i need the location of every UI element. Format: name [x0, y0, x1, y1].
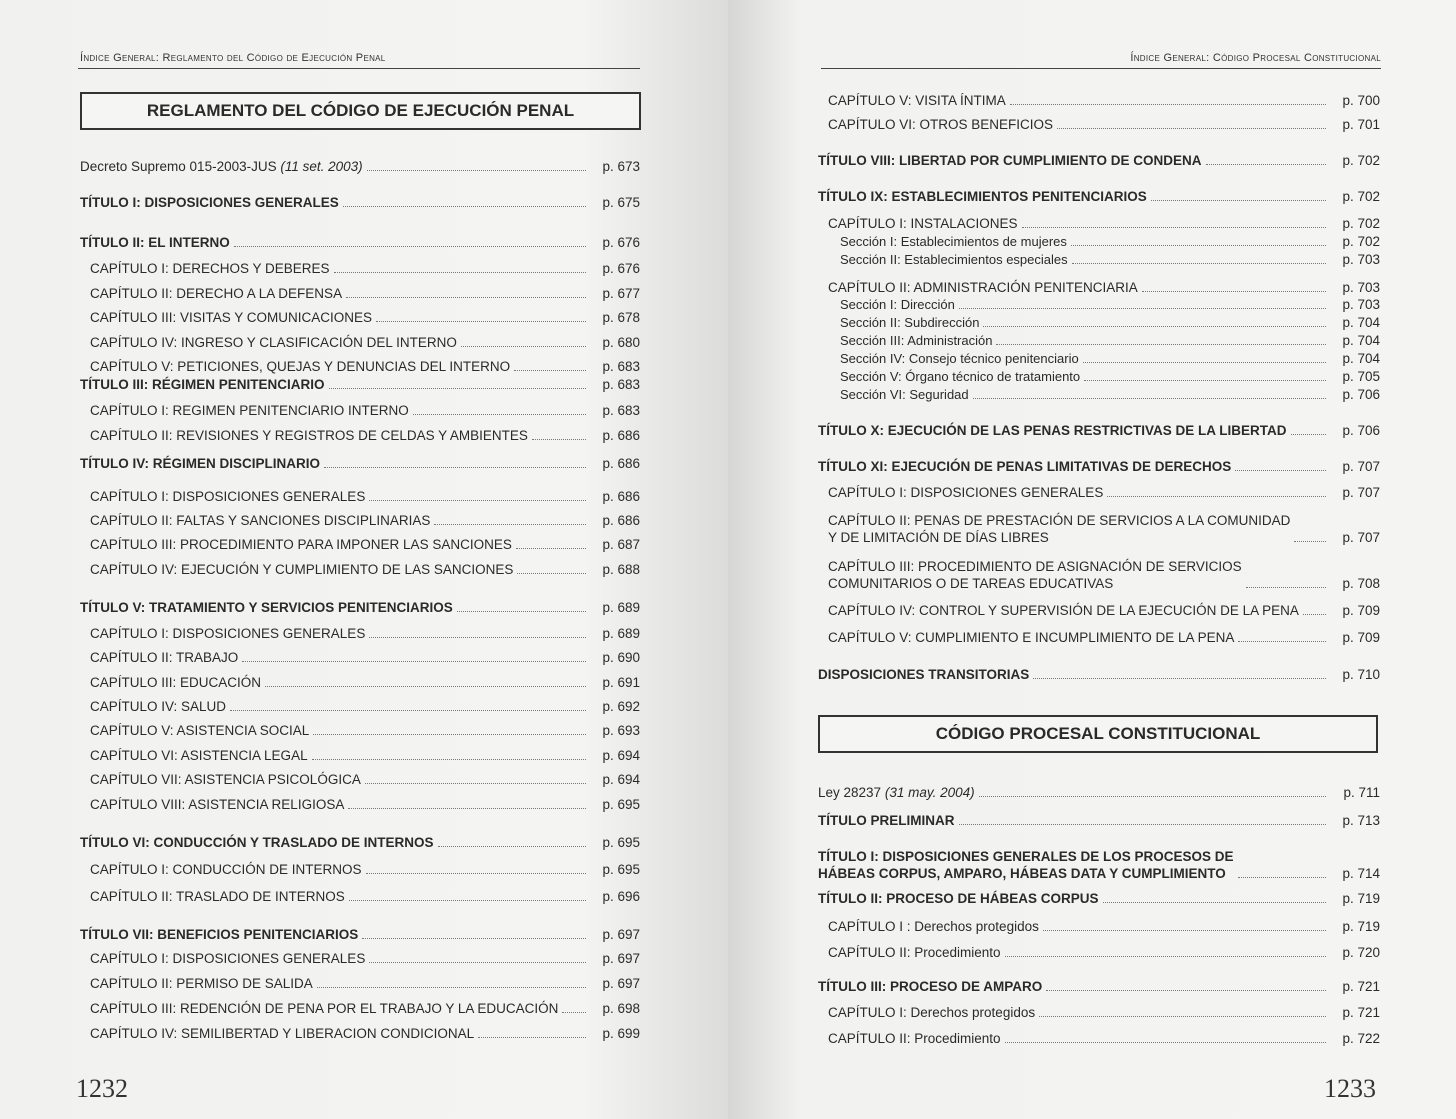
toc-entry — [80, 334, 640, 351]
toc-entry-page: p. 703 — [1342, 297, 1380, 312]
leader-dots — [324, 467, 586, 468]
toc-entry-label: Decreto Supremo 015-2003-JUS (11 set. 2003) — [80, 159, 363, 174]
toc-entry — [80, 796, 640, 813]
toc-entry-label: CAPÍTULO I: Derechos protegidos — [828, 1005, 1036, 1020]
toc-entry-page: p. 694 — [602, 748, 640, 763]
leader-dots — [1291, 434, 1326, 435]
toc-entry-label: CAPÍTULO III: VISITAS Y COMUNICACIONES — [90, 310, 373, 325]
toc-entry-page: p. 673 — [602, 159, 640, 174]
toc-entry-page: p. 708 — [1342, 576, 1380, 591]
toc-entry-page: p. 719 — [1342, 919, 1380, 934]
toc-entry-label: Sección III: Administración — [840, 333, 993, 348]
toc-entry-page: p. 688 — [602, 562, 640, 577]
toc-entry-page: p. 704 — [1342, 333, 1380, 348]
toc-entry-label: CAPÍTULO II: ADMINISTRACIÓN PENITENCIARIA — [828, 280, 1138, 295]
toc-entry-page: p. 721 — [1342, 1005, 1380, 1020]
toc-entry-page: p. 699 — [602, 1026, 640, 1041]
toc-entry-page: p. 709 — [1342, 630, 1380, 645]
toc-entry-page: p. 683 — [602, 377, 640, 392]
toc-entry-date: (31 may. 2004) — [884, 785, 975, 800]
toc-entry — [818, 332, 1380, 349]
toc-entry-page: p. 703 — [1342, 280, 1380, 295]
running-head: Índice General: Código Procesal Constitucional — [1130, 52, 1381, 64]
toc-entry — [80, 747, 640, 764]
toc-entry — [818, 368, 1380, 385]
leader-dots — [1103, 902, 1326, 903]
page-number: 1232 — [76, 1074, 128, 1103]
leader-dots — [365, 783, 586, 784]
toc-entry-page: p. 721 — [1342, 979, 1380, 994]
toc-entry-label: CAPÍTULO IV: EJECUCIÓN Y CUMPLIMIENTO DE LAS SANCIONES — [90, 562, 514, 577]
leader-dots — [438, 846, 586, 847]
toc-entry-page: p. 719 — [1342, 891, 1380, 906]
toc-entry — [818, 848, 1380, 882]
section-title: CÓDIGO PROCESAL CONSTITUCIONAL — [818, 715, 1378, 753]
leader-dots — [369, 962, 586, 963]
leader-dots — [1238, 877, 1326, 878]
leader-dots — [434, 524, 586, 525]
toc-entry-label: DISPOSICIONES TRANSITORIAS — [818, 667, 1030, 682]
toc-entry-page: p. 687 — [602, 537, 640, 552]
toc-entry — [80, 698, 640, 715]
toc-entry-page: p. 690 — [602, 650, 640, 665]
toc-entry — [818, 918, 1380, 935]
toc-entry — [818, 251, 1380, 268]
toc-entry — [818, 1030, 1380, 1047]
leader-dots — [979, 796, 1326, 797]
toc-entry-label: CAPÍTULO I: INSTALACIONES — [828, 216, 1018, 231]
leader-dots — [514, 370, 586, 371]
leader-dots — [562, 1012, 586, 1013]
toc-entry-page: p. 689 — [602, 600, 640, 615]
toc-entry — [818, 296, 1380, 313]
leader-dots — [1071, 245, 1326, 246]
toc-entry — [818, 629, 1380, 646]
toc-entry — [818, 890, 1380, 907]
toc-entry-label: CAPÍTULO II: TRABAJO — [90, 650, 239, 665]
toc-entry-page: p. 704 — [1342, 315, 1380, 330]
toc-entry-label: TÍTULO VI: CONDUCCIÓN Y TRASLADO DE INTERNOS — [80, 835, 434, 850]
toc-entry-label: CAPÍTULO II: Procedimiento — [828, 1031, 1001, 1046]
toc-entry-label: CAPÍTULO I: DISPOSICIONES GENERALES — [90, 951, 366, 966]
toc-entry-page: p. 710 — [1342, 667, 1380, 682]
toc-entry-label: CAPÍTULO I: DERECHOS Y DEBERES — [90, 261, 330, 276]
leader-dots — [1039, 1016, 1326, 1017]
leader-dots — [461, 346, 586, 347]
toc-entry-label: CAPÍTULO IV: INGRESO Y CLASIFICACIÓN DEL INTERNO — [90, 335, 457, 350]
toc-entry-label: CAPÍTULO II: Procedimiento — [828, 945, 1001, 960]
toc-entry-label: TÍTULO III: RÉGIMEN PENITENCIARIO — [80, 377, 325, 392]
toc-entry-page: p. 697 — [602, 951, 640, 966]
toc-entry-label: TÍTULO VIII: LIBERTAD POR CUMPLIMIENTO DE CONDENA — [818, 153, 1202, 168]
toc-entry-label: CAPÍTULO III: PROCEDIMIENTO DE ASIGNACIÓN DE SERVICIOS COMUNITARIOS O DE TAREAS EDUCATIVAS — [828, 559, 1242, 591]
toc-entry — [80, 285, 640, 302]
leader-dots — [1005, 956, 1326, 957]
toc-entry — [80, 402, 640, 419]
page-number: 1233 — [1324, 1074, 1376, 1103]
toc-entry — [80, 194, 640, 211]
toc-entry — [818, 92, 1380, 109]
header-rule — [821, 68, 1381, 69]
right-page — [728, 0, 1456, 1119]
toc-entry — [80, 888, 640, 905]
toc-entry-label: CAPÍTULO V: ASISTENCIA SOCIAL — [90, 723, 310, 738]
toc-entry-label: CAPÍTULO III: EDUCACIÓN — [90, 675, 262, 690]
leader-dots — [1151, 200, 1326, 201]
toc-entry-page: p. 697 — [602, 976, 640, 991]
leader-dots — [369, 500, 586, 501]
leader-dots — [1303, 614, 1326, 615]
toc-entry — [818, 784, 1380, 801]
leader-dots — [230, 710, 586, 711]
toc-entry-page: p. 711 — [1343, 785, 1380, 800]
toc-entry-page: p. 707 — [1342, 459, 1380, 474]
toc-entry-page: p. 713 — [1342, 813, 1380, 828]
toc-entry-label: CAPÍTULO V: VISITA ÍNTIMA — [828, 93, 1006, 108]
toc-entry-label: CAPÍTULO II: PENAS DE PRESTACIÓN DE SERVICIOS A LA COMUNIDAD Y DE LIMITACIÓN DE DÍAS LIBRES — [828, 513, 1291, 545]
toc-entry-label: CAPÍTULO I: CONDUCCIÓN DE INTERNOS — [90, 862, 362, 877]
toc-entry — [818, 279, 1380, 296]
toc-entry-label: CAPÍTULO VI: OTROS BENEFICIOS — [828, 117, 1054, 132]
toc-entry — [80, 427, 640, 444]
toc-entry-page: p. 720 — [1342, 945, 1380, 960]
toc-entry-page: p. 702 — [1342, 153, 1380, 168]
leader-dots — [1072, 263, 1326, 264]
leader-dots — [334, 272, 586, 273]
leader-dots — [367, 170, 586, 171]
toc-entry-page: p. 689 — [602, 626, 640, 641]
header-rule — [78, 68, 640, 69]
toc-entry-page: p. 694 — [602, 772, 640, 787]
leader-dots — [983, 326, 1326, 327]
toc-entry-label: CAPÍTULO VII: ASISTENCIA PSICOLÓGICA — [90, 772, 361, 787]
toc-entry — [80, 861, 640, 878]
toc-entry-label: TÍTULO PRELIMINAR — [818, 813, 955, 828]
toc-entry — [80, 1025, 640, 1042]
toc-entry-label: Sección I: Dirección — [840, 297, 955, 312]
toc-entry-page: p. 707 — [1342, 530, 1380, 545]
running-head: Índice General: Reglamento del Código de Ejecución Penal — [80, 52, 386, 64]
leader-dots — [517, 573, 586, 574]
toc-entry-page: p. 683 — [602, 403, 640, 418]
toc-entry — [80, 599, 640, 616]
toc-entry — [80, 834, 640, 851]
leader-dots — [1084, 380, 1326, 381]
leader-dots — [959, 308, 1326, 309]
leader-dots — [1142, 291, 1326, 292]
toc-entry — [80, 649, 640, 666]
toc-entry-label: Sección I: Establecimientos de mujeres — [840, 234, 1067, 249]
leader-dots — [366, 873, 586, 874]
toc-entry — [80, 309, 640, 326]
toc-entry-page: p. 686 — [602, 489, 640, 504]
leader-dots — [349, 900, 586, 901]
toc-entry-label: Sección IV: Consejo técnico penitenciario — [840, 351, 1079, 366]
leader-dots — [234, 246, 586, 247]
toc-entry-label: TÍTULO X: EJECUCIÓN DE LAS PENAS RESTRICTIVAS DE LA LIBERTAD — [818, 423, 1287, 438]
toc-entry-label: CAPÍTULO IV: SEMILIBERTAD Y LIBERACION CONDICIONAL — [90, 1026, 475, 1041]
toc-entry-page: p. 704 — [1342, 351, 1380, 366]
toc-entry-label: Sección V: Órgano técnico de tratamiento — [840, 369, 1081, 384]
toc-entry — [80, 625, 640, 642]
leader-dots — [1294, 541, 1326, 542]
leader-dots — [478, 1037, 586, 1038]
toc-entry-label: CAPÍTULO IV: SALUD — [90, 699, 227, 714]
toc-entry — [80, 536, 640, 553]
leader-dots — [532, 439, 586, 440]
toc-entry-label: TÍTULO IX: ESTABLECIMIENTOS PENITENCIARIOS — [818, 189, 1147, 204]
toc-entry-label: CAPÍTULO VI: ASISTENCIA LEGAL — [90, 748, 308, 763]
leader-dots — [329, 388, 586, 389]
toc-entry — [80, 488, 640, 505]
leader-dots — [973, 398, 1326, 399]
toc-entry — [818, 1004, 1380, 1021]
toc-entry-page: p. 697 — [602, 927, 640, 942]
leader-dots — [346, 297, 586, 298]
toc-entry-label: CAPÍTULO V: PETICIONES, QUEJAS Y DENUNCIAS DEL INTERNO — [90, 359, 511, 374]
toc-entry — [80, 512, 640, 529]
leader-dots — [1235, 470, 1326, 471]
toc-entry — [818, 602, 1380, 619]
toc-entry-page: p. 702 — [1342, 189, 1380, 204]
toc-entry-label: CAPÍTULO IV: CONTROL Y SUPERVISIÓN DE LA EJECUCIÓN DE LA PENA — [828, 603, 1299, 618]
toc-entry-label: CAPÍTULO I: DISPOSICIONES GENERALES — [90, 489, 366, 504]
toc-entry-label: CAPÍTULO II: DERECHO A LA DEFENSA — [90, 286, 343, 301]
leader-dots — [242, 661, 586, 662]
leader-dots — [317, 987, 586, 988]
toc-entry-page: p. 677 — [602, 286, 640, 301]
toc-entry-label: CAPÍTULO III: PROCEDIMIENTO PARA IMPONER LAS SANCIONES — [90, 537, 512, 552]
toc-entry-page: p. 680 — [602, 335, 640, 350]
toc-entry-label: CAPÍTULO I: DISPOSICIONES GENERALES — [828, 485, 1104, 500]
leader-dots — [1033, 678, 1326, 679]
toc-entry-date: (11 set. 2003) — [280, 159, 363, 174]
toc-entry-page: p. 703 — [1342, 252, 1380, 267]
toc-entry — [80, 376, 640, 393]
toc-entry-label: TÍTULO V: TRATAMIENTO Y SERVICIOS PENITENCIARIOS — [80, 600, 453, 615]
toc-entry-label: Sección VI: Seguridad — [840, 387, 969, 402]
toc-entry-label: TÍTULO IV: RÉGIMEN DISCIPLINARIO — [80, 456, 321, 471]
toc-entry-label: TÍTULO II: EL INTERNO — [80, 235, 230, 250]
toc-entry — [80, 771, 640, 788]
toc-entry-label: TÍTULO III: PROCESO DE AMPARO — [818, 979, 1043, 994]
leader-dots — [996, 344, 1326, 345]
toc-entry-label: TÍTULO II: PROCESO DE HÁBEAS CORPUS — [818, 891, 1099, 906]
leader-dots — [265, 686, 586, 687]
toc-entry — [80, 455, 640, 472]
toc-entry-page: p. 706 — [1342, 387, 1380, 402]
leader-dots — [516, 548, 586, 549]
leader-dots — [313, 734, 586, 735]
leader-dots — [1005, 1042, 1326, 1043]
leader-dots — [1107, 496, 1326, 497]
toc-entry — [818, 422, 1380, 439]
toc-entry-page: p. 695 — [602, 835, 640, 850]
leader-dots — [1022, 227, 1326, 228]
toc-entry-label: CAPÍTULO I : Derechos protegidos — [828, 919, 1039, 934]
toc-entry-label: CAPÍTULO III: REDENCIÓN DE PENA POR EL TRABAJO Y LA EDUCACIÓN — [90, 1001, 559, 1016]
toc-entry — [818, 386, 1380, 403]
toc-entry — [80, 722, 640, 739]
toc-entry — [818, 314, 1380, 331]
leader-dots — [362, 938, 586, 939]
toc-entry — [80, 234, 640, 251]
toc-entry-page: p. 709 — [1342, 603, 1380, 618]
toc-entry — [818, 152, 1380, 169]
leader-dots — [1083, 362, 1326, 363]
leader-dots — [1206, 164, 1327, 165]
toc-entry — [818, 188, 1380, 205]
toc-entry-label: Sección II: Establecimientos especiales — [840, 252, 1068, 267]
toc-entry — [80, 561, 640, 578]
leader-dots — [1043, 930, 1326, 931]
toc-entry-label: CAPÍTULO I: REGIMEN PENITENCIARIO INTERNO — [90, 403, 409, 418]
toc-entry-page: p. 696 — [602, 889, 640, 904]
toc-entry-label: CAPÍTULO V: CUMPLIMIENTO E INCUMPLIMIENTO DE LA PENA — [828, 630, 1235, 645]
toc-entry — [80, 926, 640, 943]
toc-entry — [80, 1000, 640, 1017]
leader-dots — [1010, 104, 1326, 105]
toc-entry-label: TÍTULO I: DISPOSICIONES GENERALES — [80, 195, 339, 210]
toc-entry — [818, 944, 1380, 961]
toc-entry — [80, 674, 640, 691]
toc-entry-page: p. 700 — [1342, 93, 1380, 108]
toc-entry-label: CAPÍTULO II: PERMISO DE SALIDA — [90, 976, 313, 991]
toc-entry-page: p. 686 — [602, 456, 640, 471]
toc-entry — [818, 215, 1380, 232]
toc-entry — [818, 458, 1380, 475]
leader-dots — [348, 808, 586, 809]
leader-dots — [1246, 587, 1326, 588]
toc-entry-page: p. 714 — [1342, 866, 1380, 881]
leader-dots — [343, 206, 586, 207]
toc-entry-page: p. 686 — [602, 428, 640, 443]
toc-entry — [818, 350, 1380, 367]
toc-entry-page: p. 695 — [602, 797, 640, 812]
toc-entry — [818, 558, 1380, 592]
toc-entry-label: TÍTULO I: DISPOSICIONES GENERALES DE LOS PROCESOS DE HÁBEAS CORPUS, AMPARO, HÁBEAS DATA Y CUMPLIMIENTO — [818, 849, 1234, 881]
toc-entry — [80, 158, 640, 175]
leader-dots — [413, 414, 586, 415]
toc-entry-page: p. 695 — [602, 862, 640, 877]
toc-entry-page: p. 706 — [1342, 423, 1380, 438]
leader-dots — [1057, 128, 1326, 129]
toc-entry — [818, 512, 1380, 546]
toc-entry-label: CAPÍTULO I: DISPOSICIONES GENERALES — [90, 626, 366, 641]
leader-dots — [1238, 641, 1326, 642]
toc-entry — [80, 975, 640, 992]
toc-entry — [80, 358, 640, 375]
toc-entry — [818, 978, 1380, 995]
toc-entry-page: p. 702 — [1342, 234, 1380, 249]
toc-entry — [818, 484, 1380, 501]
toc-entry-page: p. 683 — [602, 359, 640, 374]
toc-entry-page: p. 692 — [602, 699, 640, 714]
leader-dots — [376, 321, 586, 322]
leader-dots — [457, 611, 586, 612]
toc-entry-page: p. 701 — [1342, 117, 1380, 132]
toc-entry-page: p. 678 — [602, 310, 640, 325]
leader-dots — [312, 759, 586, 760]
toc-entry-page: p. 702 — [1342, 216, 1380, 231]
section-title: REGLAMENTO DEL CÓDIGO DE EJECUCIÓN PENAL — [80, 92, 641, 130]
toc-entry-page: p. 676 — [602, 261, 640, 276]
toc-entry-page: p. 691 — [602, 675, 640, 690]
toc-entry — [80, 260, 640, 277]
toc-entry-page: p. 722 — [1342, 1031, 1380, 1046]
toc-entry-page: p. 707 — [1342, 485, 1380, 500]
toc-entry-page: p. 693 — [602, 723, 640, 738]
toc-entry-label: TÍTULO VII: BENEFICIOS PENITENCIARIOS — [80, 927, 359, 942]
toc-entry-page: p. 705 — [1342, 369, 1380, 384]
toc-entry-label: Sección II: Subdirección — [840, 315, 980, 330]
toc-entry-label: TÍTULO XI: EJECUCIÓN DE PENAS LIMITATIVAS DE DERECHOS — [818, 459, 1232, 474]
toc-entry-label: CAPÍTULO VIII: ASISTENCIA RELIGIOSA — [90, 797, 345, 812]
toc-entry-page: p. 676 — [602, 235, 640, 250]
toc-entry — [80, 950, 640, 967]
toc-entry-label: CAPÍTULO II: REVISIONES Y REGISTROS DE CELDAS Y AMBIENTES — [90, 428, 528, 443]
toc-entry — [818, 812, 1380, 829]
toc-entry-label: CAPÍTULO II: FALTAS Y SANCIONES DISCIPLINARIAS — [90, 513, 431, 528]
toc-entry — [818, 116, 1380, 133]
leader-dots — [959, 824, 1327, 825]
leader-dots — [1046, 990, 1326, 991]
toc-entry — [818, 666, 1380, 683]
toc-entry-label: Ley 28237 (31 may. 2004) — [818, 785, 975, 800]
toc-entry — [818, 233, 1380, 250]
toc-entry-page: p. 675 — [602, 195, 640, 210]
toc-entry-page: p. 686 — [602, 513, 640, 528]
leader-dots — [369, 637, 586, 638]
toc-entry-page: p. 698 — [602, 1001, 640, 1016]
toc-entry-label: CAPÍTULO II: TRASLADO DE INTERNOS — [90, 889, 345, 904]
